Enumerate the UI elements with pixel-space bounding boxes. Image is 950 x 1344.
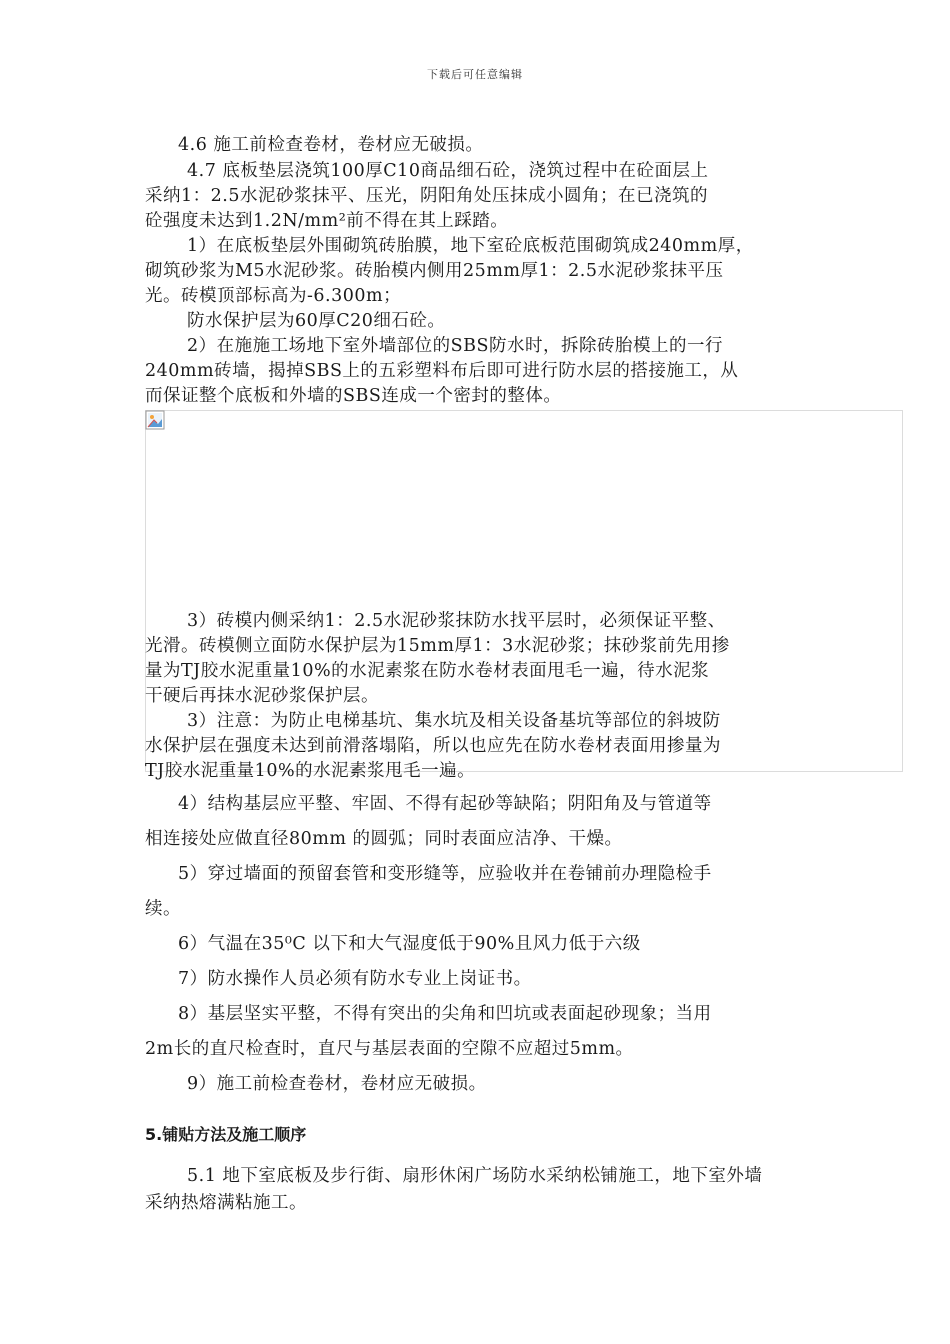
text-line: 5）穿过墙面的预留套管和变形缝等，应验收并在卷铺前办理隐检手	[178, 864, 712, 884]
text-line: 相连接处应做直径80mm 的圆弧；同时表面应洁净、干燥。	[145, 829, 623, 849]
text-line: 4）结构基层应平整、牢固、不得有起砂等缺陷；阴阳角及与管道等	[178, 794, 712, 814]
text-line: TJ胶水泥重量10%的水泥素浆甩毛一遍。	[145, 761, 476, 781]
text-line: 光滑。砖模侧立面防水保护层为15mm厚1：3水泥砂浆；抹砂浆前先用掺	[145, 636, 730, 656]
text-line: 2）在施施工场地下室外墙部位的SBS防水时，拆除砖胎模上的一行	[187, 336, 723, 356]
text-line: 5.1 地下室底板及步行街、扇形休闲广场防水采纳松铺施工，地下室外墙	[187, 1166, 763, 1186]
text-line: 光。砖模顶部标高为-6.300m；	[145, 286, 402, 306]
text-line: 1）在底板垫层外围砌筑砖胎膜，地下室砼底板范围砌筑成240mm厚，	[187, 236, 754, 256]
text-line: 水保护层在强度未达到前滑落塌陷，所以也应先在防水卷材表面用掺量为	[145, 736, 721, 756]
text-line: 砼强度未达到1.2N/mm²前不得在其上踩踏。	[145, 211, 509, 231]
text-line: 8）基层坚实平整，不得有突出的尖角和凹坑或表面起砂现象；当用	[178, 1004, 712, 1024]
text-line: 9）施工前检查卷材，卷材应无破损。	[187, 1074, 487, 1094]
text-line: 7）防水操作人员必须有防水专业上岗证书。	[178, 969, 532, 989]
text-line: 采纳热熔满粘施工。	[145, 1193, 307, 1213]
text-line: 4.7 底板垫层浇筑100厚C10商品细石砼，浇筑过程中在砼面层上	[187, 161, 709, 181]
page-header: 下载后可任意编辑	[427, 68, 523, 81]
broken-image-icon	[145, 410, 165, 430]
text-line: 砌筑砂浆为M5水泥砂浆。砖胎模内侧用25mm厚1：2.5水泥砂浆抹平压	[145, 261, 724, 281]
text-line: 4.6 施工前检查卷材，卷材应无破损。	[178, 135, 484, 155]
text-line: 干硬后再抹水泥砂浆保护层。	[145, 686, 379, 706]
text-line: 防水保护层为60厚C20细石砼。	[187, 311, 446, 331]
text-line: 6）气温在35⁰C 以下和大气湿度低于90%且风力低于六级	[178, 934, 641, 954]
text-line: 240mm砖墙，揭掉SBS上的五彩塑料布后即可进行防水层的搭接施工，从	[145, 361, 739, 381]
text-line: 而保证整个底板和外墙的SBS连成一个密封的整体。	[145, 386, 562, 406]
text-line: 3）砖模内侧采纳1：2.5水泥砂浆抹防水找平层时，必须保证平整、	[187, 611, 726, 631]
text-line: 采纳1：2.5水泥砂浆抹平、压光，阴阳角处压抹成小圆角；在已浇筑的	[145, 186, 708, 206]
text-line: 续。	[145, 899, 181, 919]
section-heading: 5.铺贴方法及施工顺序	[145, 1125, 307, 1144]
text-line: 3）注意：为防止电梯基坑、集水坑及相关设备基坑等部位的斜坡防	[187, 711, 721, 731]
text-line: 2m长的直尺检查时，直尺与基层表面的空隙不应超过5mm。	[145, 1039, 634, 1059]
text-line: 量为TJ胶水泥重量10%的水泥素浆在防水卷材表面甩毛一遍，待水泥浆	[145, 661, 710, 681]
